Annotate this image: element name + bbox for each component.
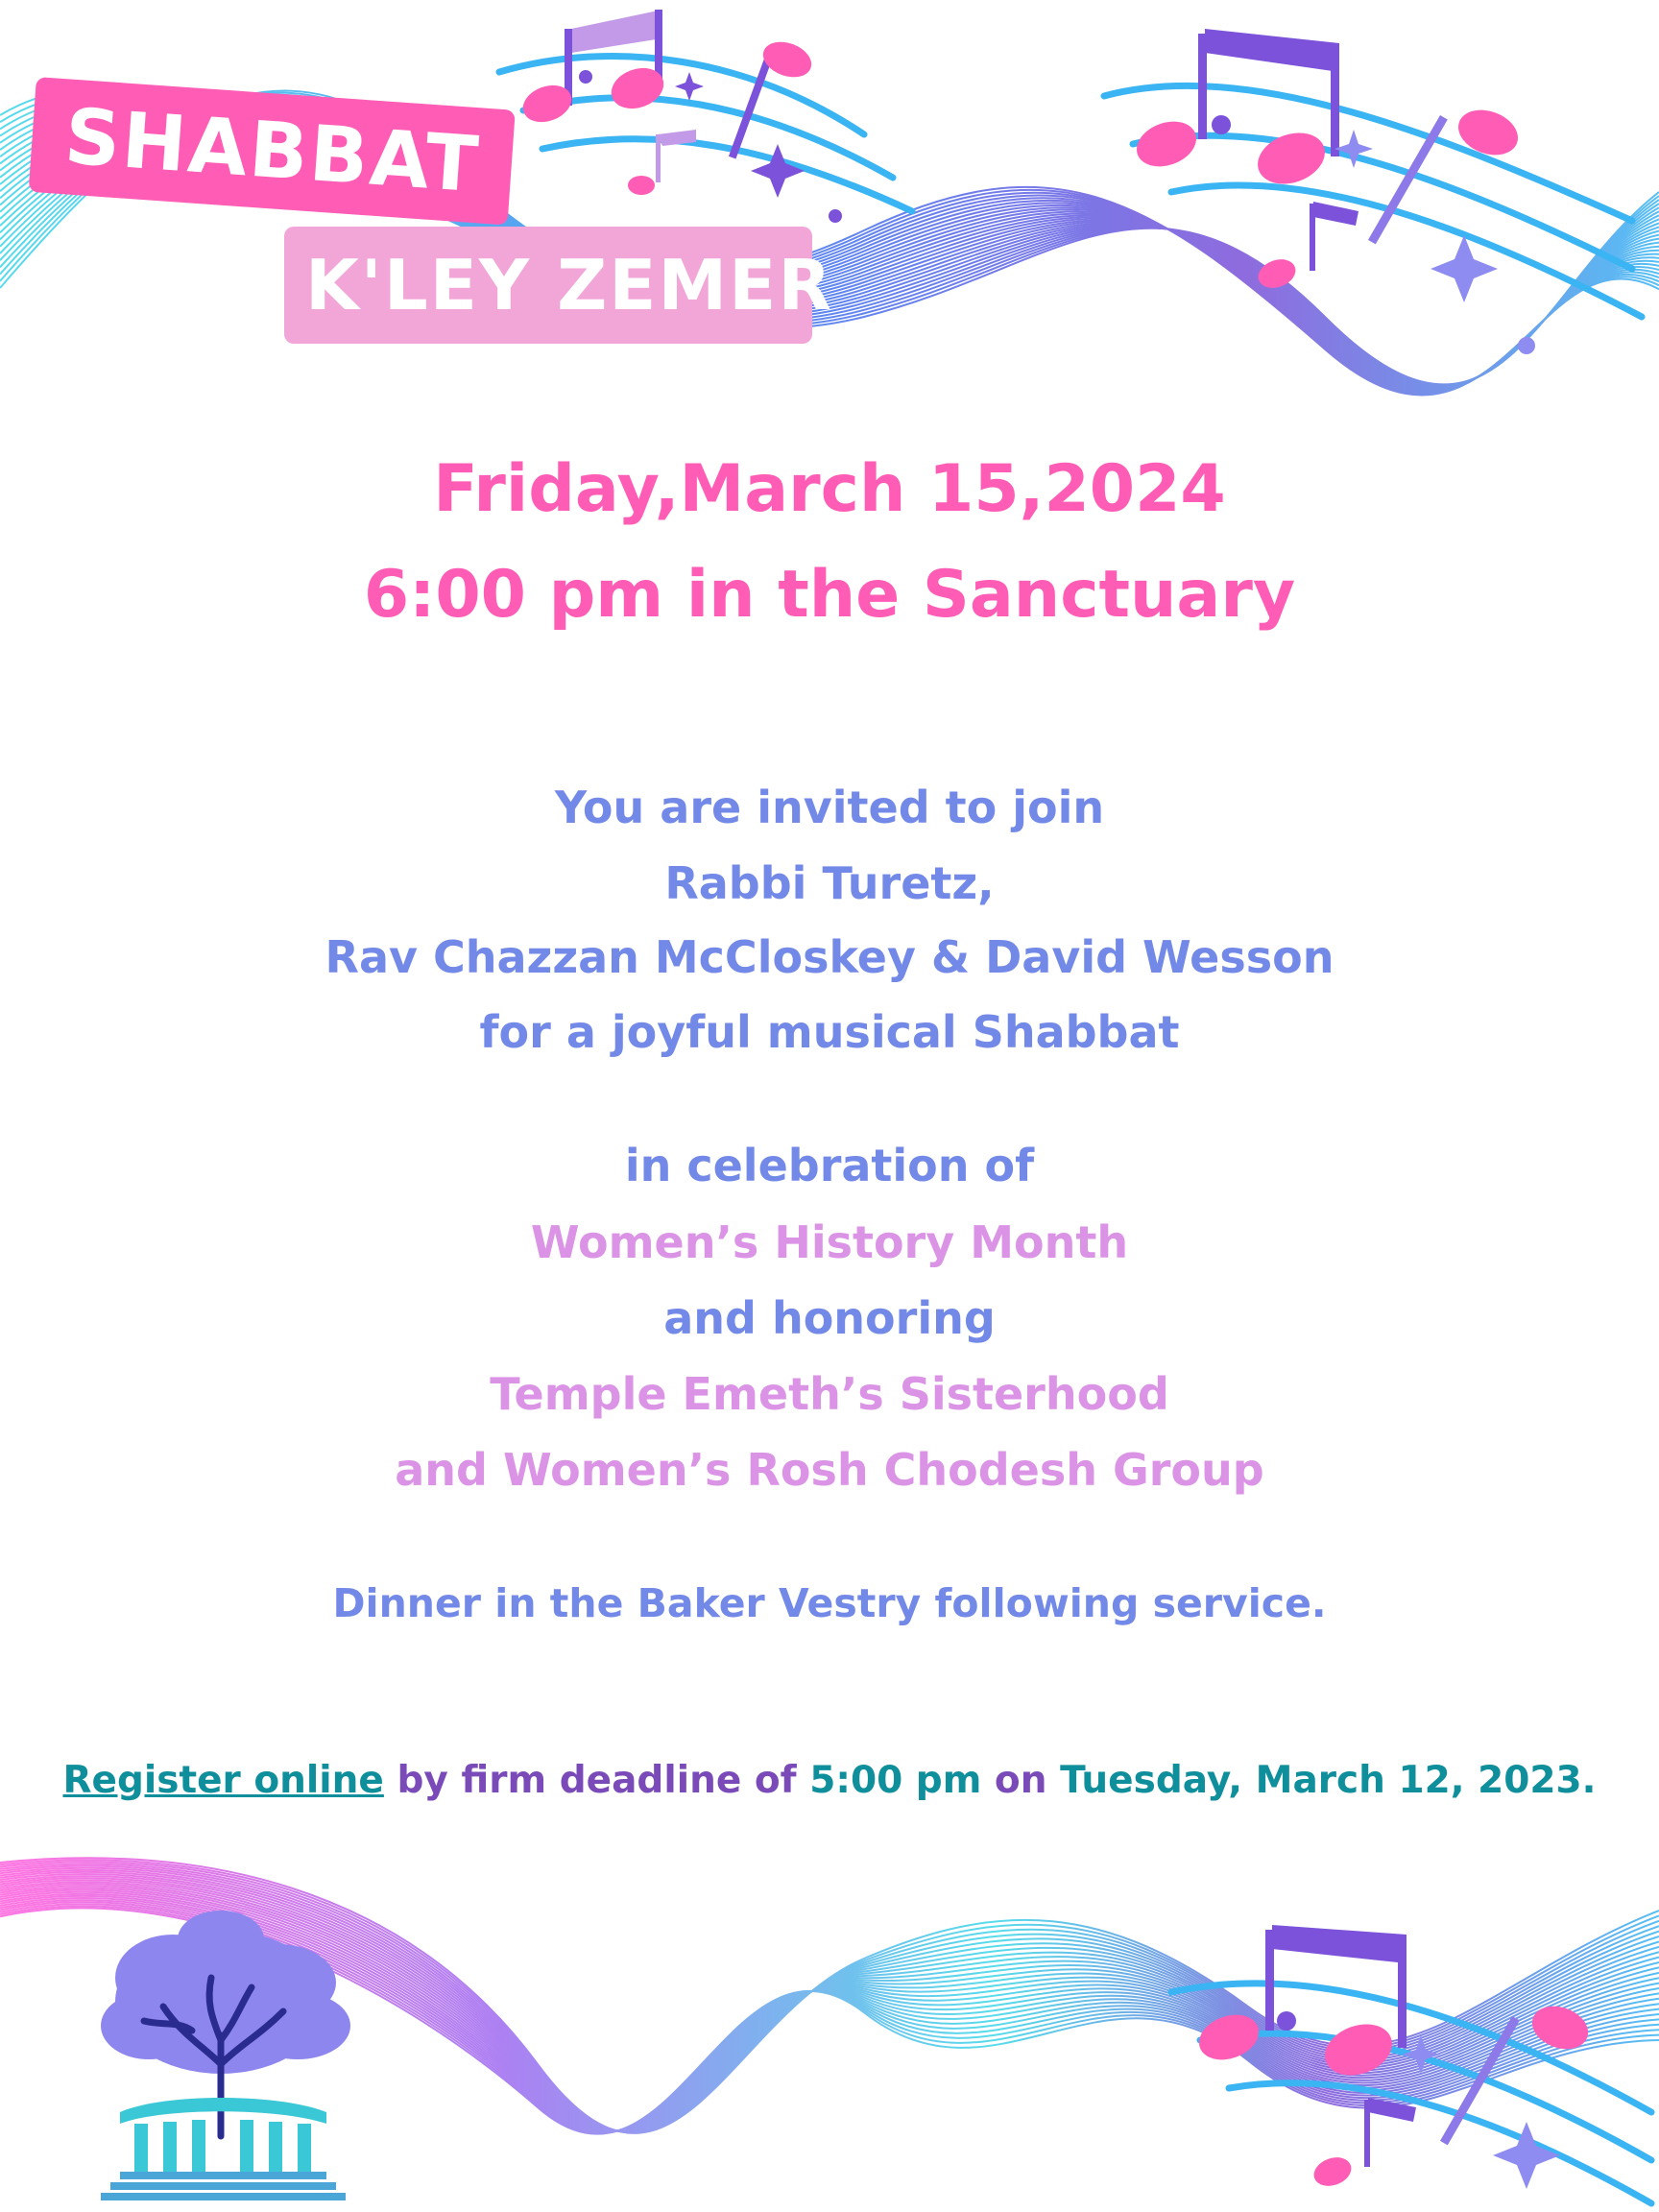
- invitation-line-2: Rabbi Turetz,: [664, 857, 995, 909]
- title-line-1: SHABBAT: [61, 91, 483, 210]
- register-deadline-date: Tuesday, March 12, 2023.: [1060, 1759, 1597, 1802]
- wave-line: [0, 1908, 1659, 2133]
- celebration-line-5: and Women’s Rosh Chodesh Group: [395, 1444, 1264, 1496]
- wave-line: [0, 1868, 1659, 2132]
- wave-line: [0, 1882, 1659, 2130]
- celebration-line-2: Women’s History Month: [530, 1216, 1129, 1268]
- wave-line: [0, 1888, 1659, 2131]
- register-deadline-text: by firm deadline of: [383, 1759, 810, 1802]
- wave-line: [0, 1860, 1659, 2132]
- wave-line: [0, 1884, 1659, 2130]
- wave-line: [0, 1898, 1659, 2132]
- title-badge-kley-zemer: [284, 227, 833, 344]
- wave-line: [0, 1892, 1659, 2131]
- wave-line: [0, 1864, 1659, 2132]
- wave-line: [0, 1887, 1659, 2131]
- music-notes-icon: [517, 10, 842, 223]
- wave-line: [0, 1878, 1659, 2130]
- celebration-line-4: Temple Emeth’s Sisterhood: [490, 1368, 1169, 1420]
- wave-line: [0, 1863, 1659, 2133]
- staff-lines-top-right: [1104, 85, 1642, 317]
- event-date: Friday,March 15,2024: [433, 451, 1226, 527]
- tree-temple-logo-icon: [101, 1911, 350, 2200]
- wave-line: [0, 1866, 1659, 2132]
- register-deadline-time: 5:00 pm: [809, 1759, 982, 1802]
- wave-line: [0, 1896, 1659, 2132]
- event-time-place: 6:00 pm in the Sanctuary: [363, 557, 1296, 633]
- wave-line: [0, 1902, 1659, 2132]
- celebration-line-3: and honoring: [663, 1292, 996, 1344]
- wave-line: [0, 1894, 1659, 2131]
- wave-line: [0, 1872, 1659, 2131]
- register-line: [0, 1759, 1659, 1802]
- register-on-text: on: [981, 1759, 1061, 1802]
- register-online-link[interactable]: Register online: [62, 1759, 384, 1802]
- wave-line: [0, 1874, 1659, 2131]
- celebration-line-1: in celebration of: [624, 1140, 1035, 1191]
- wave-line: [0, 1904, 1659, 2133]
- dinner-note: Dinner in the Baker Vestry following service.: [332, 1580, 1327, 1626]
- title-line-2: K'LEY ZEMER: [305, 245, 833, 325]
- wave-line: [0, 1880, 1659, 2130]
- wave-line: [0, 1900, 1659, 2132]
- wave-line: [0, 1906, 1659, 2133]
- wave-line: [0, 1858, 1659, 2133]
- wave-line: [0, 1870, 1659, 2131]
- invitation-line-3: Rav Chazzan McCloskey & David Wesson: [325, 931, 1334, 983]
- music-notes-icon: [1192, 1925, 1594, 2191]
- invitation-line-4: for a joyful musical Shabbat: [479, 1006, 1180, 1058]
- invitation-line-1: You are invited to join: [554, 781, 1105, 833]
- wave-line: [0, 1890, 1659, 2131]
- top-wave-decoration: [0, 0, 1659, 422]
- staff-lines-top-left: [499, 56, 912, 211]
- wave-line: [0, 1876, 1659, 2131]
- staff-lines-bottom-right: [1171, 1984, 1651, 2203]
